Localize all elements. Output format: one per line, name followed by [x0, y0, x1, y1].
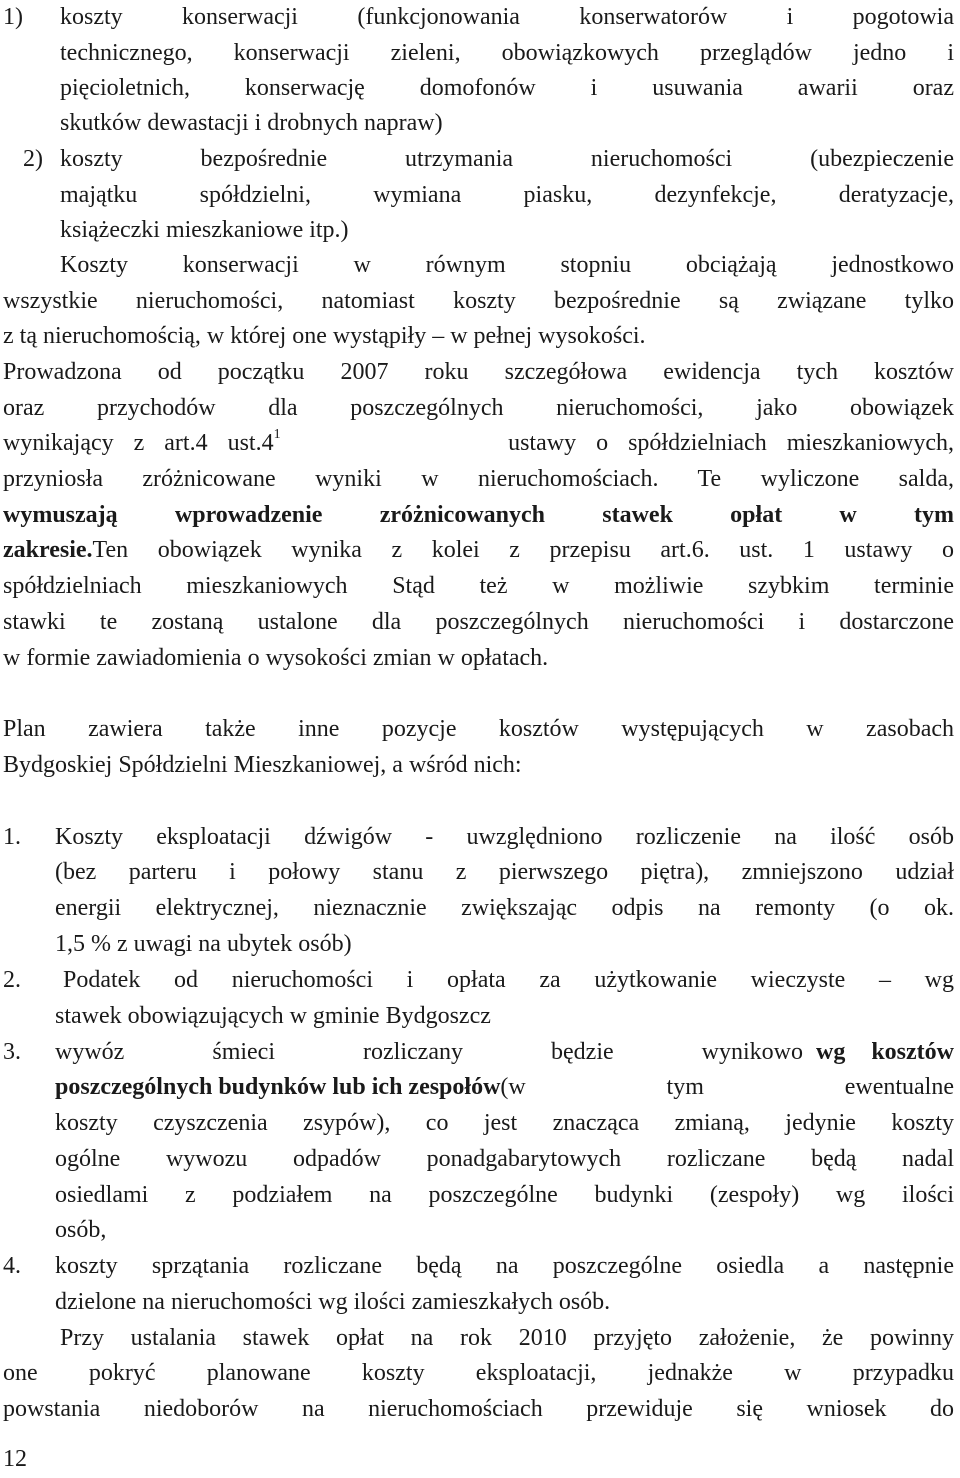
list-item-text: koszty sprzątania rozliczane będą na poszczególne osiedla a następnie	[55, 1253, 954, 1279]
list-item-text-bold: wg kosztów	[816, 1039, 954, 1065]
list-number: 1.	[3, 824, 21, 850]
list-item-text: dzielone na nieruchomości wg ilości zamieszkałych osób.	[55, 1289, 611, 1315]
list-number: 2.	[3, 967, 21, 993]
list-number: 3.	[3, 1039, 21, 1065]
paragraph-text: ustawy o spółdzielniach mieszkaniowych,	[508, 430, 954, 456]
list-number: 2)	[23, 146, 43, 172]
list-item-text	[55, 1072, 954, 1102]
paragraph-line: powstania niedoborów na nieruchomościach przewiduje się wniosek do	[3, 1396, 954, 1422]
list-item-text	[55, 1037, 954, 1067]
paragraph-line: z tą nieruchomością, w której one wystąpiły – w pełnej wysokości.	[3, 323, 646, 349]
list-item-text-bold: poszczególnych budynków lub ich zespołów	[55, 1074, 501, 1100]
list-item-text: (w tym ewentualne	[500, 1074, 954, 1100]
list-item-text: skutków dewastacji i drobnych napraw)	[60, 110, 443, 136]
paragraph-line: Bydgoskiej Spółdzielni Mieszkaniowej, a wśród nich:	[3, 752, 522, 778]
paragraph-text: Ten obowiązek wynika z kolei z przepisu art.6. ust. 1 ustawy o	[92, 537, 954, 563]
list-number: 4.	[3, 1253, 21, 1279]
list-item-text: koszty bezpośrednie utrzymania nieruchomości (ubezpieczenie	[60, 146, 954, 172]
paragraph-text-bold: zakresie.	[3, 537, 93, 563]
list-item-text: energii elektrycznej, nieznacznie zwiększając odpis na remonty (o ok.	[55, 895, 954, 921]
list-item-text: osiedlami z podziałem na poszczególne budynki (zespoły) wg ilości	[55, 1182, 954, 1208]
list-item-text: pięcioletnich, konserwację domofonów i usuwania awarii oraz	[60, 75, 954, 101]
paragraph-line: w formie zawiadomienia o wysokości zmian w opłatach.	[3, 645, 549, 671]
list-item-text: koszty konserwacji (funkcjonowania konserwatorów i pogotowia	[60, 4, 954, 30]
list-item-text: ogólne wywozu odpadów ponadgabarytowych rozliczane będą nadal	[55, 1146, 954, 1172]
paragraph-text: wynikający z art.4 ust.4	[3, 430, 274, 456]
list-number: 1)	[3, 4, 23, 30]
paragraph-line: spółdzielniach mieszkaniowych Stąd też w możliwie szybkim terminie	[3, 573, 954, 599]
list-item-text: koszty czyszczenia zsypów), co jest znacząca zmianą, jedynie koszty	[55, 1110, 954, 1136]
paragraph-line: oraz przychodów dla poszczególnych nieruchomości, jako obowiązek	[3, 395, 954, 421]
paragraph-line-bold: wymuszają wprowadzenie zróżnicowanych stawek opłat w tym	[3, 502, 954, 528]
paragraph-line: Prowadzona od początku 2007 roku szczegółowa ewidencja tych kosztów	[3, 359, 954, 385]
list-item-text: 1,5 % z uwagi na ubytek osób)	[55, 931, 352, 957]
paragraph-line	[3, 535, 954, 565]
list-item-text: Koszty eksploatacji dźwigów - uwzględniono rozliczenie na ilość osób	[55, 824, 954, 850]
page-number: 12	[3, 1446, 27, 1472]
list-item-text: Podatek od nieruchomości i opłata za użytkowanie wieczyste – wg	[63, 967, 954, 993]
paragraph-line: Przy ustalania stawek opłat na rok 2010 przyjęto założenie, że powinny	[60, 1325, 954, 1351]
paragraph-line	[3, 428, 954, 458]
paragraph-line: Plan zawiera także inne pozycje kosztów występujących w zasobach	[3, 716, 954, 742]
paragraph-line: wszystkie nieruchomości, natomiast koszty bezpośrednie są związane tylko	[3, 288, 954, 314]
list-item-text: wywóz śmieci rozliczany będzie wynikowo	[55, 1039, 803, 1065]
paragraph-line: stawki te zostaną ustalone dla poszczególnych nieruchomości i dostarczone	[3, 609, 954, 635]
list-item-text: książeczki mieszkaniowe itp.)	[60, 217, 349, 243]
list-item-text: majątku spółdzielni, wymiana piasku, dezynfekcje, deratyzacje,	[60, 182, 954, 208]
list-item-text: osób,	[55, 1217, 107, 1243]
paragraph-line: Koszty konserwacji w równym stopniu obciążają jednostkowo	[60, 252, 954, 278]
list-item-text: technicznego, konserwacji zieleni, obowiązkowych przeglądów jedno i	[60, 40, 954, 66]
list-item-text: stawek obowiązujących w gminie Bydgoszcz	[55, 1003, 491, 1029]
list-item-text: (bez parteru i połowy stanu z pierwszego piętra), zmniejszono udział	[55, 859, 954, 885]
paragraph-line: one pokryć planowane koszty eksploatacji, jednakże w przypadku	[3, 1360, 954, 1386]
paragraph-line: przyniosła zróżnicowane wyniki w nieruchomościach. Te wyliczone salda,	[3, 466, 954, 492]
superscript: 1	[273, 427, 281, 442]
